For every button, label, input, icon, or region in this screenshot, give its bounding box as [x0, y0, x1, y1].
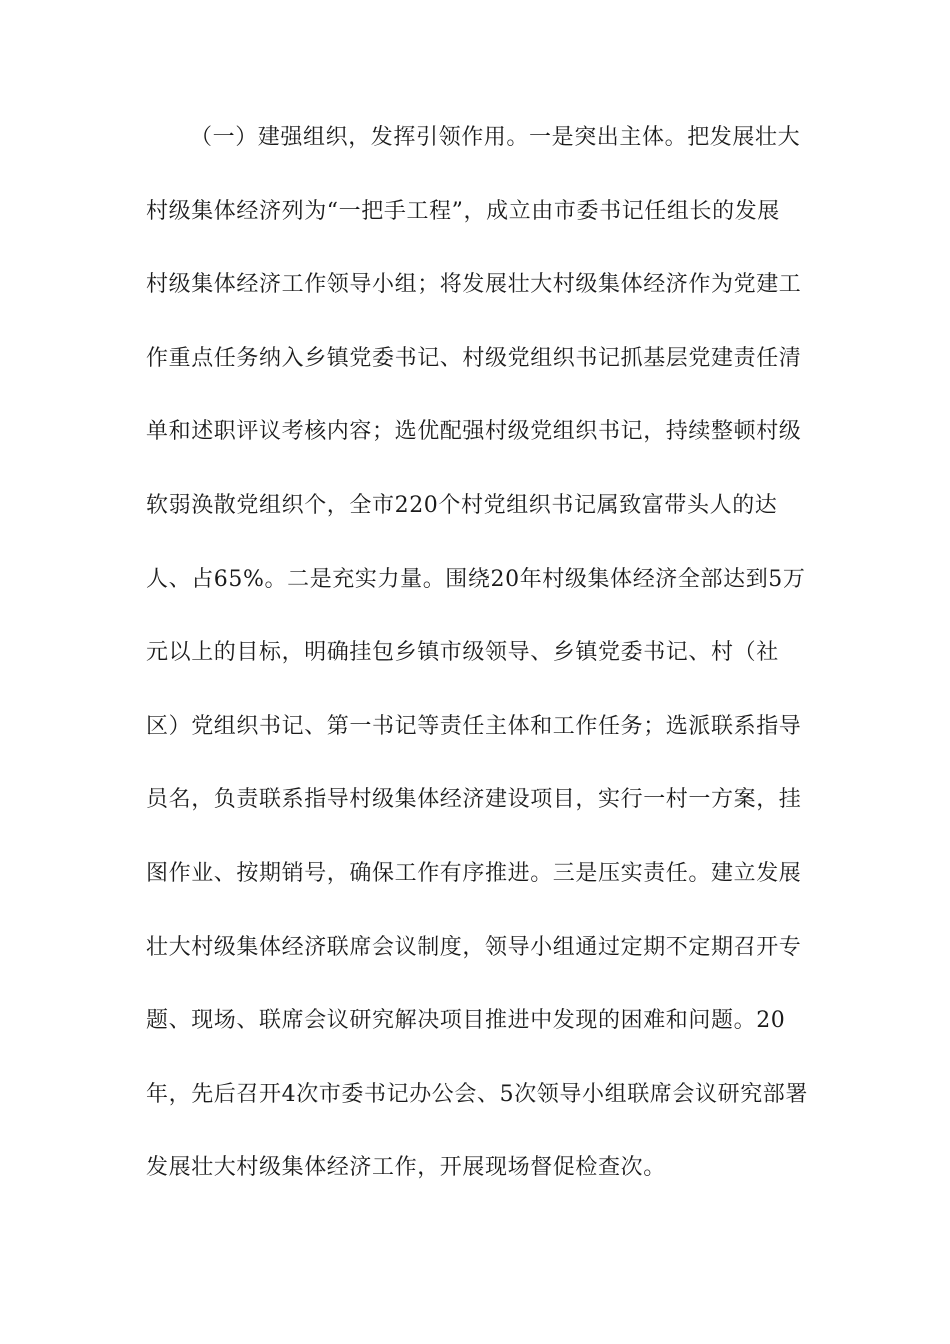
paragraph-line: 发展壮大村级集体经济工作，开展现场督促检查次。: [146, 1155, 666, 1181]
paragraph-line: 员名，负责联系指导村级集体经济建设项目，实行一村一方案，挂: [146, 787, 802, 813]
paragraph-line: 元以上的目标，明确挂包乡镇市级领导、乡镇党委书记、村（社: [146, 640, 779, 666]
paragraph-line: 村级集体经济工作领导小组；将发展壮大村级集体经济作为党建工: [146, 272, 802, 298]
paragraph-line: 单和述职评议考核内容；选优配强村级党组织书记，持续整顿村级: [146, 419, 802, 445]
paragraph-line: 壮大村级集体经济联席会议制度，领导小组通过定期不定期召开专: [146, 934, 802, 960]
paragraph-line: 年，先后召开4次市委书记办公会、5次领导小组联席会议研究部署: [146, 1081, 808, 1107]
paragraph-line: 题、现场、联席会议研究解决项目推进中发现的困难和问题。20: [146, 1008, 786, 1034]
paragraph-line: 区）党组织书记、第一书记等责任主体和工作任务；选派联系指导: [146, 713, 802, 739]
paragraph-line: 村级集体经济列为“一把手工程”，成立由市委书记任组长的发展: [146, 198, 780, 224]
paragraph-line: 人、占65%。二是充实力量。围绕20年村级集体经济全部达到5万: [146, 566, 806, 592]
paragraph-line: 图作业、按期销号，确保工作有序推进。三是压实责任。建立发展: [146, 860, 802, 886]
paragraph-line: 软弱涣散党组织个，全市220个村党组织书记属致富带头人的达: [146, 492, 778, 518]
paragraph-line: 作重点任务纳入乡镇党委书记、村级党组织书记抓基层党建责任清: [146, 345, 802, 371]
body-paragraph: [146, 124, 806, 1228]
paragraph-line: （一）建强组织，发挥引领作用。一是突出主体。把发展壮大: [190, 125, 801, 150]
